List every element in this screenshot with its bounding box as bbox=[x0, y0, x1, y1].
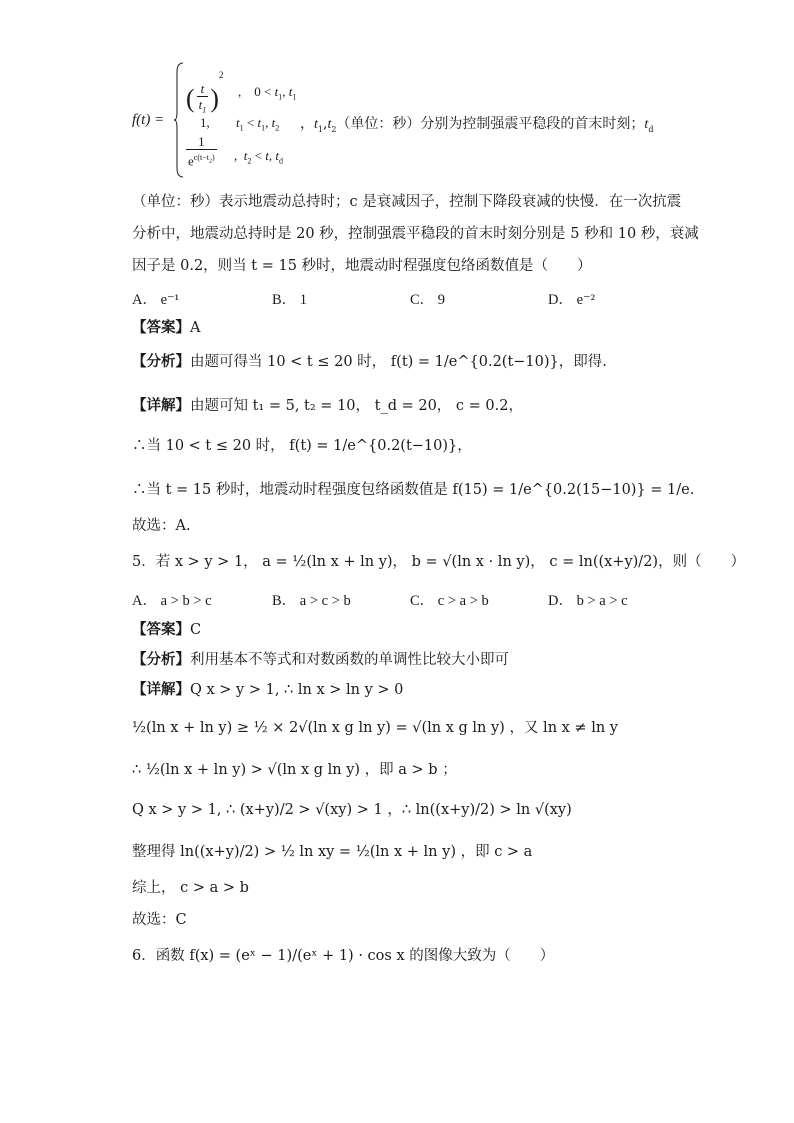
piecewise-lhs: f(t) = bbox=[132, 112, 165, 128]
case3-expr: $\frac{1}{e^{c(t-t_2)}}$ bbox=[188, 134, 215, 169]
q5-detail-5: 整理得 ln((x+y)/2) > ½ ln xy = ½(ln x + ln y) ，即 c > a bbox=[132, 844, 533, 860]
case2-cond: $t_1 < t_1$, $t_2$ bbox=[236, 115, 280, 133]
q5-stem: 5．若 x > y > 1， a = ½(ln x + ln y)， b = √(ln x · ln y)， c = ln((x+y)/2)，则（ ） bbox=[132, 554, 746, 570]
q5-summary: 综上， c > a > b bbox=[132, 880, 249, 896]
q5-option-c: C． c > a > b bbox=[410, 593, 489, 609]
q5-detail-4: Q x > y > 1, ∴ (x+y)/2 > √(xy) > 1 ，∴ ln((x+y)/2) > ln √(xy) bbox=[132, 802, 572, 818]
case1-expr: ( $\frac{t}{t_1}$ )$^2$ bbox=[186, 70, 224, 115]
q4-option-d: D． e⁻² bbox=[548, 292, 596, 308]
q4-option-b: B． 1 bbox=[272, 292, 308, 308]
detail-tag: 【详解】 bbox=[132, 397, 190, 414]
q4-line-1: （单位：秒）表示地震动总持时；c 是衰减因子，控制下降段衰减的快慢．在一次抗震 bbox=[132, 194, 682, 210]
q4-analysis bbox=[132, 352, 607, 372]
q5-option-b: B． a > c > b bbox=[272, 593, 351, 609]
answer-tag: 【答案】 bbox=[132, 621, 190, 638]
q4-option-c: C． 9 bbox=[410, 292, 446, 308]
analysis-tag: 【分析】 bbox=[132, 353, 190, 370]
analysis-tag: 【分析】 bbox=[132, 651, 190, 668]
q5-detail-1 bbox=[132, 680, 403, 700]
q5-option-d: D． b > a > c bbox=[548, 593, 628, 609]
q4-detail-text: 由题可知 t₁ = 5, t₂ = 10， t_d = 20， c = 0.2， bbox=[190, 398, 523, 414]
answer-tag: 【答案】 bbox=[132, 319, 190, 336]
case1-cond: , $0 < t_1$, $t_1$ bbox=[238, 84, 297, 102]
q4-option-a: A． e⁻¹ bbox=[132, 292, 180, 308]
q5-answer-value: C bbox=[190, 622, 202, 638]
q4-choose: 故选：A. bbox=[132, 518, 191, 534]
q4-answer-value: A bbox=[190, 320, 201, 336]
q5-detail-text: Q x > y > 1, ∴ ln x > ln y > 0 bbox=[190, 682, 404, 698]
case2-expr: 1, bbox=[200, 115, 210, 130]
q4-detail-1 bbox=[132, 396, 523, 416]
piecewise-tail: ，$t_1,t_2$（单位：秒）分别为控制强震平稳段的首末时刻；$t_d$ bbox=[300, 116, 654, 134]
q5-analysis-text: 利用基本不等式和对数函数的单调性比较大小即可 bbox=[190, 652, 509, 668]
q4-detail-3: ∴当 t = 15 秒时，地震动时程强度包络函数值是 f(15) = 1/e^{0.2(15−10)} = 1/e. bbox=[132, 482, 695, 498]
q4-line-2: 分析中，地震动总持时是 20 秒，控制强震平稳段的首末时刻分别是 5 秒和 10 秒，衰减 bbox=[132, 226, 699, 242]
q4-answer bbox=[132, 318, 200, 338]
q5-option-a: A． a > b > c bbox=[132, 593, 212, 609]
detail-tag: 【详解】 bbox=[132, 681, 190, 698]
q5-analysis bbox=[132, 650, 509, 670]
q5-detail-3: ∴ ½(ln x + ln y) > √(ln x g ln y) ，即 a > b ； bbox=[132, 762, 457, 778]
piecewise-brace bbox=[174, 62, 184, 178]
case3-cond: , $t_2 < t$, $t_d$ bbox=[234, 148, 283, 166]
q6-stem: 6．函数 f(x) = (eˣ − 1)/(eˣ + 1) · cos x 的图像大致为（ ） bbox=[132, 948, 555, 964]
q5-choose: 故选：C bbox=[132, 912, 187, 928]
q5-answer bbox=[132, 620, 201, 640]
q4-detail-2: ∴当 10 < t ≤ 20 时， f(t) = 1/e^{0.2(t−10)}， bbox=[132, 438, 472, 454]
q5-detail-2: ½(ln x + ln y) ≥ ½ × 2√(ln x g ln y) = √(ln x g ln y) ，又 ln x ≠ ln y bbox=[132, 720, 618, 736]
q4-line-3: 因子是 0.2，则当 t = 15 秒时，地震动时程强度包络函数值是（ ） bbox=[132, 258, 592, 274]
q4-analysis-text: 由题可得当 10 < t ≤ 20 时， f(t) = 1/e^{0.2(t−10)}，即得. bbox=[190, 354, 607, 370]
